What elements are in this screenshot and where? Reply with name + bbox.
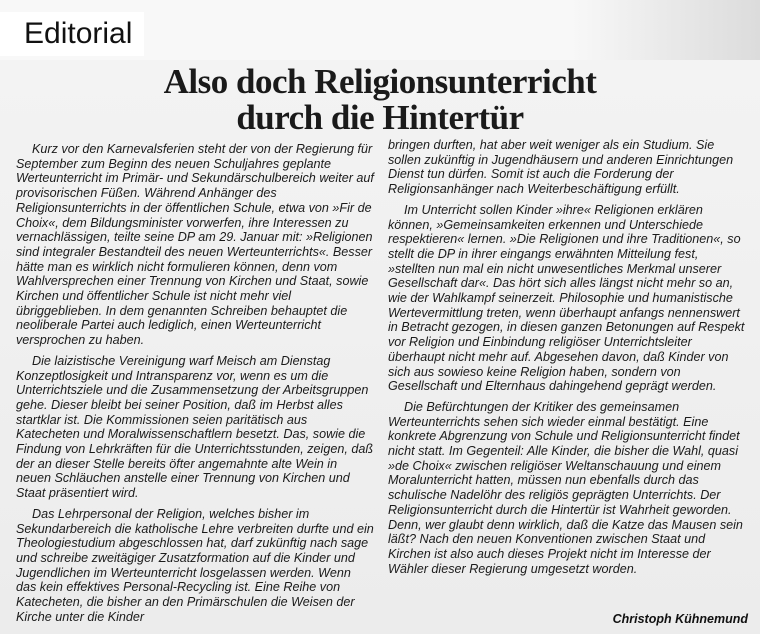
paragraph: bringen durften, hat aber weit weniger als ein Studium. Sie sollen zukünftig in Jugendhäusern und anderen Einrichtungen Dienst tun dürfen. Somit ist auch die Forderung der Religionsanhänger nach Weiterbeschäftigung erfüllt.	[388, 138, 734, 197]
headline	[0, 64, 760, 136]
paragraph: Die Befürchtungen der Kritiker des gemeinsamen Werteunterrichts sehen sich wieder einmal bestätigt. Eine konkrete Abgrenzung von Schule und Religionsunterricht findet nicht statt. Im Gegenteil: Alle Kinder, die bisher die Wahl, quasi »de Choix« zwischen religiöser Weltanschauung und einem Moralunterricht hatten, müssen nun ebenfalls durch das schulische Nadelöhr des religiös geprägten Unterrichts. Der Religionsunterricht durch die Hintertür ist Wahrheit geworden. Denn, wer glaubt denn wirklich, daß die Katze das Mausen sein läßt? Nach den neuen Konventionen zwischen Staat und Kirchen ist also auch dieses Projekt nicht im Interesse der Wähler dieser Regierung umgesetzt worden.	[388, 399, 743, 576]
section-label: Editorial	[0, 12, 144, 56]
paragraph: Im Unterricht sollen Kinder »ihre« Religionen erklären können, »Gemeinsamkeiten erkennen und Unterschiede respektieren« lernen. »Die Religionen und ihre Traditionen«, so stellt die DP in ihrer eingangs erwähnten Mitteilung fest, »stellten nun mal ein nicht unwesentliches Merkmal unserer Gesellschaft dar«. Das hört sich alles längst nicht mehr so an, wie der Wahlkampf seinerzeit. Philosophie und humanistische Wertevermittlung treten, wenn überhaupt anfangs nennenswert in Betracht gezogen, in diesen ganzen Betonungen auf Respekt vor Religion und Einbindung religiöser Unterrichtsleiter überhaupt nicht mehr auf. Abgesehen davon, daß Kinder von sich aus sowieso keine Religion haben, sondern von Gesellschaft und Elternhaus dahingehend geprägt werden.	[388, 202, 745, 394]
headline-line-1: Also doch Religionsunterricht	[163, 62, 597, 101]
paragraph: Die laizistische Vereinigung warf Meisch am Dienstag Konzeptlosigkeit und Intransparenz vor, wenn es um die Unterrichtsziele und die Zusammensetzung der Arbeitsgruppen gehe. Dieser bleibt bei seiner Position, daß im Herbst alles startklar ist. Die Kommissionen seien paritätisch aus Katecheten und Moralwissenschaftlern besetzt. Das, sowie die Findung von Lehrkräften für die Unterrichtsstunden, zeigen, daß der an dieser Stelle bereits öfter angemahnte alte Wein in neuen Schläuchen anstelle einer Trennung von Kirchen und Staat präsentiert wird.	[16, 353, 374, 501]
article-column-right	[388, 138, 746, 582]
paragraph: Das Lehrpersonal der Religion, welches bisher im Sekundarbereich die katholische Lehre verbreiten durfte und ein Theologiestudium abgeschlossen hat, darf zukünftig nach sage und schreibe zweitägiger Zusatzformation auf die Kinder und Jugendlichen im Werteunterricht losgelassen werden. Wenn das kein effektives Personal-Recycling ist. Eine Reihe von Katecheten, die bisher an den Primärschulen die Weisen der Kirche unter die Kinder	[16, 506, 374, 624]
author-byline: Christoph Kühnemund	[612, 612, 748, 626]
headline-line-2: durch die Hintertür	[236, 98, 524, 137]
article-column-left	[16, 142, 374, 631]
paragraph: Kurz vor den Karnevalsferien steht der von der Regierung für September zum Beginn des neuen Schuljahres geplante Werteunterricht im Primär- und Sekundärschulbereich weiter auf provisorischen Füßen. Während Anhänger des Religionsunterrichts in der öffentlichen Schule, etwa von »Fir de Choix«, dem Bildungsminister vorwerfen, ihre Interessen zu vernachlässigen, teilte seine DP am 29. Januar mit: »Religionen sind integraler Bestandteil des neuen Werteunterrichts«. Besser hätte man es wirklich nicht formulieren können, denn vom Wahlversprechen einer Trennung von Kirchen und Staat, sowie Kirchen und öffentlicher Schule ist nicht mehr viel übriggeblieben. In dem genannten Schreiben behauptet die neoliberale Partei auch lediglich, einen Werteunterricht versprochen zu haben.	[16, 142, 374, 348]
